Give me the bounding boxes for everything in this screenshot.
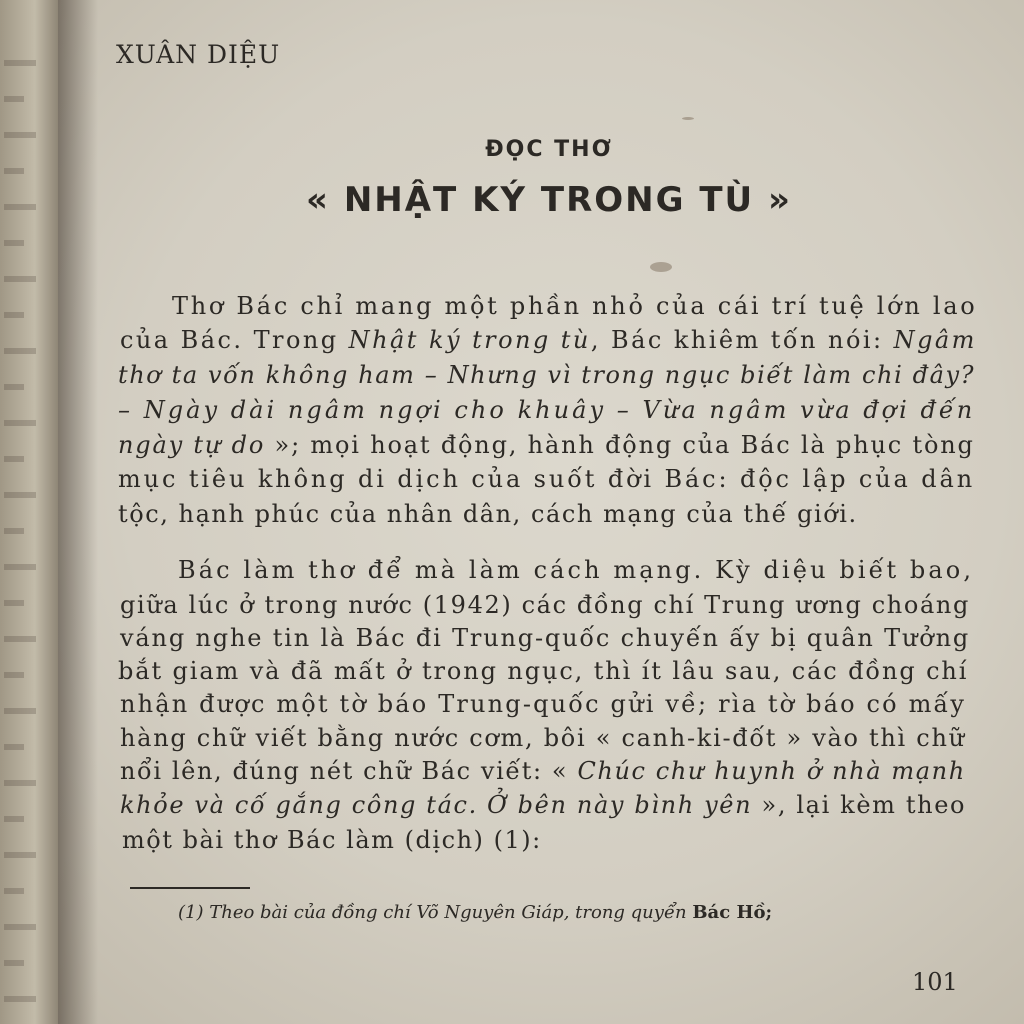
text-line <box>120 724 966 752</box>
page-title: « NHẬT KÝ TRONG TÙ » <box>306 180 792 220</box>
facing-page-text-trace <box>4 312 24 318</box>
facing-page-text-trace <box>4 888 24 894</box>
facing-page-text-trace <box>4 744 24 750</box>
facing-page-text-trace <box>4 96 24 102</box>
text-run: giữa lúc ở trong nước (1942) các đồng chí Trung ương choáng <box>120 591 970 619</box>
text-run: nhận được một tờ báo Trung-quốc gửi về; rìa tờ báo có mấy <box>120 690 967 718</box>
italic-text: Chúc chư huynh ở nhà mạnh <box>577 757 966 785</box>
text-run: », lại kèm theo <box>752 791 967 819</box>
text-line <box>118 431 975 459</box>
facing-page-text-trace <box>4 60 36 66</box>
text-run: »; mọi hoạt động, hành động của Bác là phục tòng <box>265 431 975 459</box>
text-line <box>122 826 542 854</box>
facing-page-text-trace <box>4 636 36 642</box>
facing-page-text-trace <box>4 780 36 786</box>
text-run: Thơ Bác chỉ mang một phần nhỏ của cái trí tuệ lớn lao <box>172 292 978 320</box>
facing-page-text-trace <box>4 924 36 930</box>
italic-text: ngày tự do <box>118 431 266 459</box>
text-line <box>120 690 966 718</box>
text-line <box>118 500 858 528</box>
footnote-text: (1) Theo bài của đồng chí Võ Nguyên Giáp, trong quyển <box>178 902 693 923</box>
paper-stain <box>650 262 672 272</box>
text-run: hàng chữ viết bằng nước cơm, bôi « canh-ki-đốt » vào thì chữ <box>120 724 966 752</box>
facing-page-text-trace <box>4 528 24 534</box>
text-line <box>118 465 975 493</box>
page-number: 101 <box>912 968 958 996</box>
text-line <box>120 326 977 354</box>
facing-page-text-trace <box>4 168 24 174</box>
footnote <box>178 902 772 923</box>
facing-page-text-trace <box>4 672 24 678</box>
text-line <box>172 292 977 320</box>
running-head: XUÂN DIỆU <box>116 40 281 69</box>
text-line <box>178 556 974 584</box>
footnote-rule <box>130 887 250 889</box>
text-run: váng nghe tin là Bác đi Trung-quốc chuyến ấy bị quân Tưởng <box>120 624 971 652</box>
italic-text: thơ ta vốn không ham – Nhưng vì trong ngục biết làm chi đây? <box>118 361 976 389</box>
text-line <box>118 657 968 685</box>
footnote-book-title: Bác Hồ; <box>692 902 773 923</box>
facing-page-text-trace <box>4 384 24 390</box>
facing-page-text-trace <box>4 996 36 1002</box>
facing-page-text-trace <box>4 348 36 354</box>
text-run: mục tiêu không di dịch của suốt đời Bác: độc lập của dân <box>118 465 976 493</box>
facing-page-text-trace <box>4 816 24 822</box>
text-run: , Bác khiêm tốn nói: <box>590 326 894 354</box>
text-run: bắt giam và đã mất ở trong ngục, thì ít lâu sau, các đồng chí <box>118 657 969 685</box>
facing-page-text-trace <box>4 600 24 606</box>
facing-page-text-trace <box>4 960 24 966</box>
text-run: nổi lên, đúng nét chữ Bác viết: « <box>120 757 578 785</box>
facing-page-text-trace <box>4 240 24 246</box>
italic-text: – Ngày dài ngâm ngợi cho khuây – Vừa ngâm vừa đợi đến <box>118 396 976 424</box>
text-line <box>120 757 966 785</box>
text-run: tộc, hạnh phúc của nhân dân, cách mạng của thế giới. <box>118 500 858 528</box>
facing-page-text-trace <box>4 492 36 498</box>
text-run: của Bác. Trong <box>120 326 349 354</box>
facing-page-text-trace <box>4 564 36 570</box>
facing-page-text-trace <box>4 420 36 426</box>
text-line <box>120 624 970 652</box>
section-kicker: ĐỌC THƠ <box>485 137 613 162</box>
facing-page-text-trace <box>4 708 36 714</box>
text-line <box>118 361 975 389</box>
italic-text: khỏe và cố gắng công tác. Ở bên này bình yên <box>120 791 753 819</box>
text-run: Bác làm thơ để mà làm cách mạng. Kỳ diệu biết bao, <box>178 556 975 584</box>
italic-text: Ngâm <box>893 326 977 354</box>
text-line <box>120 591 970 619</box>
text-run: một bài thơ Bác làm (dịch) (1): <box>122 826 542 854</box>
italic-text: Nhật ký trong tù <box>348 326 591 354</box>
facing-page-text-trace <box>4 276 36 282</box>
facing-page-text-trace <box>4 852 36 858</box>
text-line <box>120 791 966 819</box>
facing-page-text-trace <box>4 456 24 462</box>
text-line <box>118 396 975 424</box>
paper-stain <box>682 117 694 120</box>
